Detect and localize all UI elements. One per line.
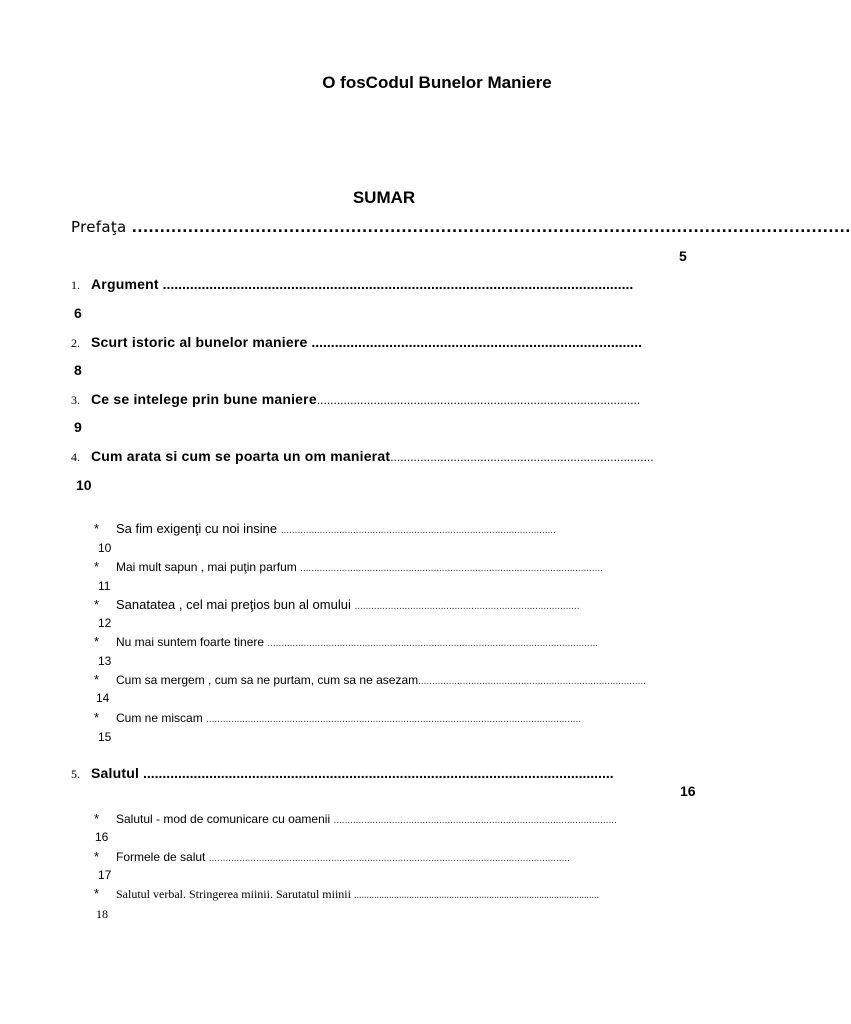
preface-entry bbox=[71, 218, 851, 236]
toc-chapter-2 bbox=[71, 334, 642, 351]
subitem-label: Mai mult sapun , mai puţin parfum bbox=[116, 560, 297, 574]
chapter-page-number: 16 bbox=[680, 783, 696, 799]
subitem-label: Formele de salut bbox=[116, 850, 206, 864]
leader-dots: ......................................................................................................................... bbox=[142, 765, 614, 781]
leader-dots: ....................................................................................................................................... bbox=[206, 714, 582, 725]
subitem-page-number: 11 bbox=[98, 579, 111, 593]
chapter-label: Cum arata si cum se poarta un om manierat bbox=[91, 448, 391, 464]
leader-dots: ................................................................................................. bbox=[316, 393, 641, 407]
chapter-label: Salutul bbox=[91, 765, 140, 781]
subitem-page-number: 12 bbox=[98, 616, 112, 630]
leader-dots: ..................................................................................... bbox=[311, 334, 642, 350]
leader-dots: ................................................................................................................................ bbox=[131, 220, 851, 236]
chapter-number: 1. bbox=[71, 278, 80, 292]
subitem-page-number: 18 bbox=[96, 907, 108, 921]
subitem-page-number: 16 bbox=[95, 830, 109, 844]
subitem-page-number: 10 bbox=[98, 541, 112, 555]
subitem-label: Sa fim exigenţi cu noi insine bbox=[116, 521, 278, 536]
chapter-number: 3. bbox=[71, 393, 80, 407]
toc-subitem bbox=[94, 886, 599, 902]
toc-subitem bbox=[94, 710, 581, 725]
bullet-star: * bbox=[94, 634, 100, 649]
subitem-page-number: 14 bbox=[96, 691, 110, 705]
bullet-star: * bbox=[94, 811, 100, 826]
chapter-page-number: 10 bbox=[76, 477, 92, 493]
preface-label: Prefaţa bbox=[71, 218, 127, 236]
subitem-page-number: 15 bbox=[98, 730, 112, 744]
leader-dots: ............................................................................... bbox=[390, 450, 654, 464]
subitem-label: Cum sa mergem , cum sa ne purtam, cum sa ne asezam bbox=[116, 673, 419, 687]
leader-dots: ................................................................................................... bbox=[280, 525, 556, 536]
bullet-star: * bbox=[94, 521, 100, 536]
subitem-page-number: 13 bbox=[98, 654, 112, 668]
subitem-label: Salutul - mod de comunicare cu oamenii bbox=[116, 812, 331, 826]
bullet-star: * bbox=[94, 672, 100, 687]
preface-page-number: 5 bbox=[679, 248, 687, 264]
leader-dots: ................................................................................. bbox=[354, 601, 580, 612]
leader-dots: ...................................................................................................... bbox=[333, 815, 617, 826]
toc-subitem bbox=[94, 672, 646, 687]
bullet-star: * bbox=[94, 886, 100, 901]
bullet-star: * bbox=[94, 597, 100, 612]
chapter-number: 4. bbox=[71, 450, 80, 464]
toc-chapter-5 bbox=[71, 765, 614, 782]
chapter-label: Scurt istoric al bunelor maniere bbox=[91, 334, 308, 350]
subitem-label: Cum ne miscam bbox=[116, 711, 203, 725]
chapter-number: 2. bbox=[71, 336, 80, 350]
chapter-page-number: 8 bbox=[74, 362, 82, 378]
bullet-star: * bbox=[94, 710, 100, 725]
toc-subitem bbox=[94, 521, 556, 536]
document-title: O fosCodul Bunelor Maniere bbox=[322, 73, 552, 92]
toc-subitem bbox=[94, 559, 603, 574]
subitem-label: Salutul verbal. Stringerea miinii. Sarutatul miinii bbox=[116, 887, 351, 901]
toc-subitem bbox=[94, 597, 580, 612]
toc-chapter-1 bbox=[71, 276, 633, 293]
subitem-label: Nu mai suntem foarte tinere bbox=[116, 635, 265, 649]
chapter-label: Argument bbox=[91, 276, 159, 292]
toc-subitem bbox=[94, 634, 598, 649]
toc-subitem bbox=[94, 849, 570, 864]
toc-chapter-4 bbox=[71, 448, 654, 465]
chapter-label: Ce se intelege prin bune maniere bbox=[91, 391, 317, 407]
subitem-label: Sanatatea , cel mai preţios bun al omului bbox=[116, 597, 351, 612]
toc-chapter-3 bbox=[71, 391, 640, 408]
chapter-page-number: 9 bbox=[74, 419, 82, 435]
chapter-number: 5. bbox=[71, 767, 80, 781]
leader-dots: .................................................................................................. bbox=[353, 890, 599, 901]
leader-dots: .................................................................................................................................. bbox=[208, 853, 570, 864]
leader-dots: ......................................................................................................................... bbox=[162, 276, 634, 292]
subitem-page-number: 17 bbox=[98, 868, 112, 882]
summary-heading: SUMAR bbox=[352, 188, 416, 207]
bullet-star: * bbox=[94, 849, 100, 864]
chapter-page-number: 6 bbox=[74, 305, 82, 321]
leader-dots: ....................................................................................................................... bbox=[267, 638, 599, 649]
bullet-star: * bbox=[94, 559, 100, 574]
toc-subitem bbox=[94, 811, 617, 826]
leader-dots: ............................................................................................................. bbox=[300, 563, 603, 574]
leader-dots: .................................................................................. bbox=[418, 676, 646, 687]
